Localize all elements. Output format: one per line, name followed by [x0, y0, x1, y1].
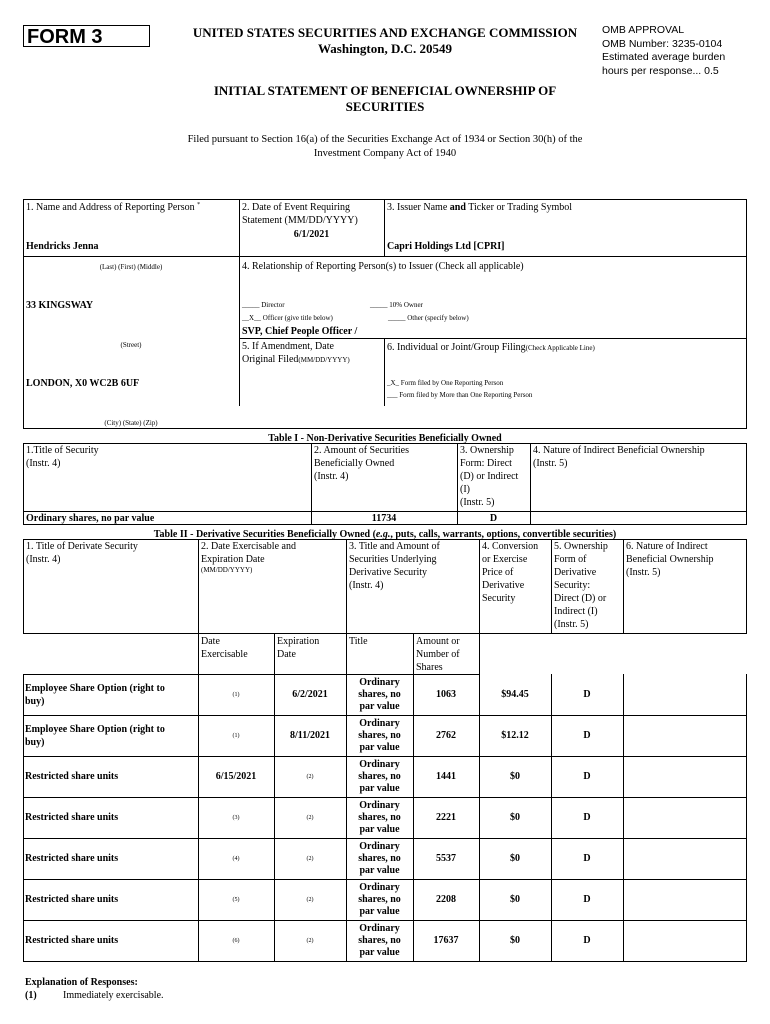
table2-col5-line: Direct (D) or — [554, 593, 607, 604]
table1-col2-line: 2. Amount of Securities — [314, 445, 409, 456]
table2-col1-line: (Instr. 4) — [26, 554, 61, 565]
sub-date-ex-line: Exercisable — [201, 649, 248, 660]
underlying-title — [346, 838, 413, 879]
exercise-price: $0 — [510, 853, 520, 864]
ownership-form: D — [583, 730, 591, 741]
table2-col6-line: (Instr. 5) — [626, 567, 661, 578]
underlying-amount: 2762 — [436, 730, 456, 741]
table2-col2-line: 2. Date Exercisable and — [201, 541, 296, 552]
table2-col2-header — [201, 540, 296, 575]
table2-col4-line: Price of — [482, 567, 514, 578]
box1-label-text: 1. Name and Address of Reporting Person — [26, 202, 195, 213]
box3-label-a: 3. Issuer Name — [387, 202, 450, 213]
filed-pursuant-1: Filed pursuant to Section 16(a) of the Securities Exchange Act of 1934 or Section 30(h) of the — [187, 134, 583, 145]
officer-checkbox[interactable]: __X__ Officer (give title below) — [242, 314, 333, 322]
underlying-line: par value — [359, 741, 400, 753]
exercise-price: $94.45 — [501, 689, 529, 700]
underlying-title — [346, 674, 413, 715]
table2-col2-line: Expiration Date — [201, 554, 265, 565]
table2-col5-line: (Instr. 5) — [554, 619, 589, 630]
underlying-line: par value — [359, 782, 400, 794]
omb-burden-2: hours per response... 0.5 — [602, 64, 719, 77]
ownership-form: D — [583, 894, 591, 905]
explanation-note — [25, 989, 164, 1002]
omb-burden-1: Estimated average burden — [602, 51, 726, 63]
derivative-security-title — [25, 920, 196, 961]
box6-label — [387, 341, 595, 354]
table2-col4-line: or Exercise — [482, 554, 528, 565]
filing-more-persons[interactable]: ___ Form filed by More than One Reporting Person — [387, 391, 533, 399]
table2-col4-line: Derivative — [482, 580, 525, 591]
table2-col3-line: (Instr. 4) — [349, 580, 384, 591]
derivative-security-title-text — [25, 852, 118, 865]
date-exercisable: (3) — [232, 814, 240, 821]
table2-col1-header — [26, 540, 138, 566]
table1-col1-line: 1.Title of Security — [26, 445, 99, 456]
derivative-security-title-text — [25, 682, 165, 708]
underlying-title-text — [358, 718, 401, 754]
title-line: Restricted share units — [25, 853, 119, 864]
date-exercisable: (1) — [232, 732, 240, 739]
expiration-date: (2) — [306, 855, 314, 862]
underlying-line: shares, no — [358, 729, 401, 741]
expiration-date: (2) — [306, 896, 314, 903]
table2-sub-expiration — [277, 635, 319, 661]
table1-col1-line: (Instr. 4) — [26, 458, 61, 469]
event-date: 6/1/2021 — [293, 229, 330, 240]
table1-col4-line: 4. Nature of Indirect Beneficial Ownership — [533, 445, 705, 456]
box3-label — [387, 201, 572, 214]
box6-label-note: (Check Applicable Line) — [525, 344, 595, 352]
underlying-line: par value — [359, 864, 400, 876]
underlying-title-text — [358, 800, 401, 836]
table2-title-b: , puts, calls, warrants, options, convertible securities) — [390, 529, 617, 540]
filing-one-person[interactable]: _X_ Form filed by One Reporting Person — [387, 379, 504, 387]
table1-row-amount: 11734 — [371, 513, 397, 524]
underlying-title-text — [358, 677, 401, 713]
title-line: Employee Share Option (right to — [25, 723, 165, 735]
table1-col3-line: 3. Ownership — [460, 445, 514, 456]
title-line: buy) — [25, 695, 45, 707]
table1-col3-line: (D) or Indirect — [460, 471, 519, 482]
underlying-line: par value — [359, 823, 400, 835]
table1-col2-line: Beneficially Owned — [314, 458, 395, 469]
ten-percent-owner-checkbox[interactable]: _____ 10% Owner — [370, 301, 423, 309]
underlying-line: Ordinary — [359, 922, 400, 934]
city-caption: (City) (State) (Zip) — [104, 419, 158, 427]
table2-col6-line: Beneficial Ownership — [626, 554, 714, 565]
underlying-amount: 5537 — [436, 853, 456, 864]
table2-col5-line: Form of — [554, 554, 587, 565]
title-line: Restricted share units — [25, 812, 119, 823]
title-line: Employee Share Option (right to — [25, 682, 165, 694]
underlying-amount: 17637 — [433, 935, 459, 946]
derivative-security-title — [25, 756, 196, 797]
box2-label-2: Statement (MM/DD/YYYY) — [242, 215, 358, 226]
table2-col1-line: 1. Title of Derivate Security — [26, 541, 138, 552]
box5-label-2: Original Filed — [242, 354, 299, 365]
exercise-price: $0 — [510, 771, 520, 782]
table2-col5-line: Indirect (I) — [554, 606, 598, 617]
table2-col5-line: 5. Ownership — [554, 541, 608, 552]
box3-label-and: and — [449, 202, 466, 213]
agency-line-1: UNITED STATES SECURITIES AND EXCHANGE COMMISSION — [192, 25, 578, 40]
table2-col3-line: 3. Title and Amount of — [349, 541, 440, 552]
table1-col4-header — [533, 444, 705, 470]
expiration-date: (2) — [306, 937, 314, 944]
note-number: (1) — [25, 990, 37, 1001]
underlying-line: shares, no — [358, 893, 401, 905]
underlying-line: shares, no — [358, 811, 401, 823]
table1-title: Table I - Non-Derivative Securities Beneficially Owned — [268, 433, 502, 444]
box1-label — [26, 201, 200, 214]
underlying-line: Ordinary — [359, 799, 400, 811]
table2-col3-line: Derivative Security — [349, 567, 428, 578]
derivative-security-title-text — [25, 811, 118, 824]
exercise-price: $0 — [510, 935, 520, 946]
note-text: Immediately exercisable. — [63, 990, 164, 1001]
explanation-heading: Explanation of Responses: — [25, 977, 138, 988]
expiration-date: 6/2/2021 — [292, 689, 328, 700]
table2-title-eg: e.g. — [375, 529, 391, 540]
omb-number: OMB Number: 3235-0104 — [602, 37, 723, 50]
other-checkbox[interactable]: _____ Other (specify below) — [388, 314, 469, 322]
exercise-price: $12.12 — [501, 730, 529, 741]
underlying-line: par value — [359, 905, 400, 917]
table2-col2-format: (MM/DD/YYYY) — [201, 566, 253, 574]
agency-line-2: Washington, D.C. 20549 — [318, 41, 452, 56]
table2-title-a: Table II - Derivative Securities Beneficially Owned ( — [153, 529, 376, 540]
derivative-security-title — [25, 879, 196, 920]
underlying-title-text — [358, 882, 401, 918]
sub-exp-line: Expiration — [277, 636, 320, 647]
date-exercisable: (1) — [232, 691, 240, 698]
derivative-security-title-text — [25, 934, 118, 947]
derivative-security-title — [25, 715, 196, 756]
table1-col3-header — [460, 444, 518, 509]
street-address: 33 KINGSWAY — [26, 300, 94, 311]
table1-col3-line: Form: Direct — [460, 458, 512, 469]
table2-col6-header — [626, 540, 713, 579]
title-line: buy) — [25, 736, 45, 748]
expiration-date: (2) — [306, 773, 314, 780]
box2-label — [242, 201, 358, 227]
underlying-title-text — [358, 841, 401, 877]
underlying-title-text — [358, 923, 401, 959]
statement-title-1: INITIAL STATEMENT OF BENEFICIAL OWNERSHIP OF — [213, 83, 557, 98]
table2-col4-line: Security — [482, 593, 516, 604]
table2-col6-line: 6. Nature of Indirect — [626, 541, 708, 552]
title-line: Restricted share units — [25, 935, 119, 946]
officer-title: SVP, Chief People Officer / — [242, 326, 358, 337]
table2-sub-amount — [416, 635, 460, 674]
date-exercisable: (6) — [232, 937, 240, 944]
derivative-security-title — [25, 674, 196, 715]
omb-approval-box — [602, 24, 762, 78]
underlying-line: Ordinary — [359, 758, 400, 770]
ownership-form: D — [583, 689, 591, 700]
underlying-line: par value — [359, 700, 400, 712]
filed-pursuant-2: Investment Company Act of 1940 — [313, 148, 457, 159]
underlying-line: Ordinary — [359, 717, 400, 729]
table1-col4-line: (Instr. 5) — [533, 458, 568, 469]
issuer-name: Capri Holdings Ltd [CPRI] — [387, 241, 505, 252]
agency-name — [160, 25, 610, 57]
sub-amount-line: Number of — [416, 649, 460, 660]
table1-row-title: Ordinary shares, no par value — [26, 513, 155, 524]
date-exercisable: 6/15/2021 — [215, 771, 257, 782]
derivative-security-title-text — [25, 893, 118, 906]
derivative-security-title-text — [25, 723, 165, 749]
city-state-zip: LONDON, X0 WC2B 6UF — [26, 378, 140, 389]
underlying-title-text — [358, 759, 401, 795]
sub-amount-line: Shares — [416, 662, 443, 673]
table2-col3-header — [349, 540, 440, 592]
box5-label-1: 5. If Amendment, Date — [242, 341, 334, 352]
ownership-form: D — [583, 812, 591, 823]
box6-label-text: 6. Individual or Joint/Group Filing — [387, 342, 526, 353]
derivative-security-title-text — [25, 770, 118, 783]
form-number: FORM 3 — [23, 25, 150, 47]
underlying-amount: 1441 — [436, 771, 456, 782]
table2-col5-header — [554, 540, 608, 631]
table1-col1-header — [26, 444, 99, 470]
statement-title — [160, 83, 610, 115]
underlying-title — [346, 879, 413, 920]
underlying-line: Ordinary — [359, 881, 400, 893]
box4-label: 4. Relationship of Reporting Person(s) to Issuer (Check all applicable) — [242, 261, 524, 272]
underlying-title — [346, 797, 413, 838]
table2-sub-title: Title — [349, 636, 368, 647]
derivative-security-title — [25, 838, 196, 879]
title-line: Restricted share units — [25, 771, 119, 782]
date-exercisable: (5) — [232, 896, 240, 903]
table2-col5-line: Security: — [554, 580, 591, 591]
sub-date-ex-line: Date — [201, 636, 220, 647]
underlying-title — [346, 920, 413, 961]
exercise-price: $0 — [510, 894, 520, 905]
sub-exp-line: Date — [277, 649, 296, 660]
box2-label-1: 2. Date of Event Requiring — [242, 202, 351, 213]
box1-footnote-marker: * — [197, 202, 201, 208]
ownership-form: D — [583, 853, 591, 864]
table2-col3-line: Securities Underlying — [349, 554, 437, 565]
table1-col3-line: (Instr. 5) — [460, 497, 495, 508]
box5-label — [242, 340, 350, 366]
underlying-line: Ordinary — [359, 840, 400, 852]
expiration-date: 8/11/2021 — [289, 730, 330, 741]
underlying-line: shares, no — [358, 934, 401, 946]
sub-amount-line: Amount or — [416, 636, 460, 647]
box5-label-format: (MM/DD/YYYY) — [298, 356, 350, 364]
underlying-line: shares, no — [358, 688, 401, 700]
underlying-amount: 2208 — [436, 894, 456, 905]
underlying-line: shares, no — [358, 770, 401, 782]
table1-col2-header — [314, 444, 409, 483]
box3-label-b: Ticker or Trading Symbol — [465, 202, 573, 213]
date-exercisable: (4) — [232, 855, 240, 862]
exercise-price: $0 — [510, 812, 520, 823]
underlying-line: Ordinary — [359, 676, 400, 688]
table2-col5-line: Derivative — [554, 567, 597, 578]
underlying-line: par value — [359, 946, 400, 958]
ownership-form: D — [583, 771, 591, 782]
street-caption: (Street) — [120, 341, 142, 349]
derivative-security-title — [25, 797, 196, 838]
ownership-form: D — [583, 935, 591, 946]
omb-title: OMB APPROVAL — [602, 24, 685, 36]
table2-sub-date-exercisable — [201, 635, 248, 661]
reporting-person-name: Hendricks Jenna — [26, 241, 99, 252]
table2-col4-header — [482, 540, 538, 605]
underlying-title — [346, 715, 413, 756]
underlying-line: shares, no — [358, 852, 401, 864]
title-line: Restricted share units — [25, 894, 119, 905]
statement-title-2: SECURITIES — [345, 99, 425, 114]
name-caption: (Last) (First) (Middle) — [99, 263, 163, 271]
underlying-amount: 1063 — [436, 689, 456, 700]
underlying-title — [346, 756, 413, 797]
table1-col2-line: (Instr. 4) — [314, 471, 349, 482]
underlying-amount: 2221 — [436, 812, 456, 823]
expiration-date: (2) — [306, 814, 314, 821]
table2-col4-line: 4. Conversion — [482, 541, 539, 552]
table1-col3-line: (I) — [460, 484, 470, 495]
table1-row-form: D — [489, 513, 498, 524]
director-checkbox[interactable]: _____ Director — [242, 301, 285, 309]
filed-pursuant — [100, 133, 670, 161]
